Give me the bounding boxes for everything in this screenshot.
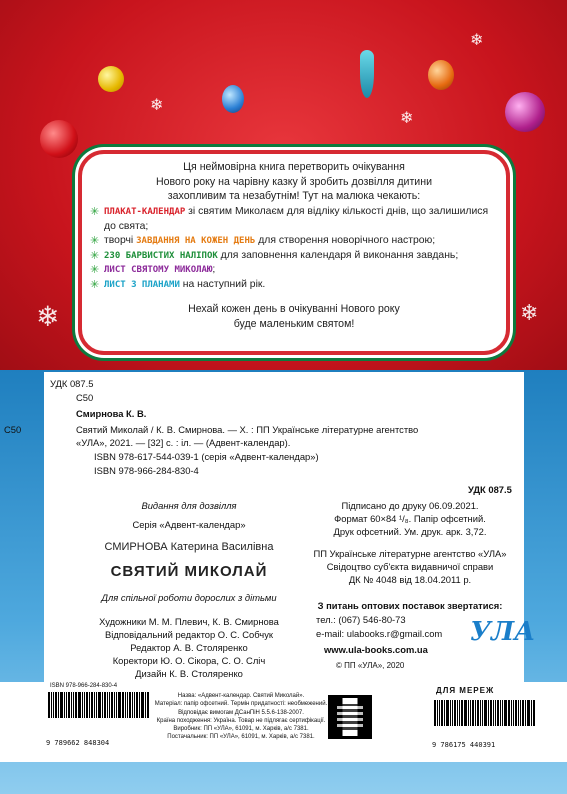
outro-line: Нехай кожен день в очікуванні Нового року: [188, 303, 400, 315]
barcode-bar: [53, 692, 54, 718]
signed-date: Підписано до друку 06.09.2021.: [341, 500, 479, 511]
book-title: СВЯТИЙ МИКОЛАЙ: [110, 563, 268, 580]
feature-highlight: ЛИСТ СВЯТОМУ МИКОЛАЮ: [104, 265, 213, 276]
barcode-bar: [500, 700, 501, 726]
product-info-line: Назва: «Адвент-календар. Святий Миколай».: [177, 693, 305, 699]
barcode-bar: [446, 700, 449, 726]
barcode-bar: [89, 692, 90, 718]
barcode-isbn-label: ISBN 978-966-284-830-4: [50, 683, 118, 689]
barcode-bar: [531, 700, 532, 726]
barcode-bar: [134, 692, 135, 718]
audience: Для спільної роботи дорослих з дітьми: [101, 592, 277, 603]
barcode-bar: [444, 700, 445, 726]
credit-line: Відповідальний редактор О. С. Собчук: [105, 629, 273, 640]
barcode-bar: [508, 700, 510, 726]
barcode-bar: [75, 692, 77, 718]
product-info-line: Матеріал: папір офсетний. Термін придатності: необмежений.: [154, 701, 328, 708]
credit-line: Коректори Ю. О. Сікора, С. О. Сліч: [112, 655, 266, 666]
barcode-bar: [515, 700, 517, 726]
barcode-bar: [527, 700, 530, 726]
feature-text: ;: [212, 264, 216, 276]
edition-series: Серія «Адвент-календар»: [132, 519, 246, 530]
barcode-bar: [96, 692, 97, 718]
outro-line: буде маленьким святом!: [233, 317, 355, 330]
barcode-bar: [482, 700, 483, 726]
barcode-bar: [78, 692, 81, 718]
feature-item: [90, 263, 496, 278]
barcode-bar: [66, 692, 67, 718]
description-outro: [96, 302, 492, 331]
snowflake-icon: ❄: [520, 300, 539, 325]
barcode-bar: [525, 700, 526, 726]
feature-item: [90, 205, 496, 234]
barcode-bar: [60, 692, 63, 718]
snowflake-icon: ❄: [470, 32, 484, 49]
barcode-bar: [511, 700, 512, 726]
c50-left-code: С50: [4, 424, 22, 435]
feature-text: для створення новорічного настрою;: [255, 235, 436, 247]
barcode-bar: [520, 700, 521, 726]
print-format: Формат 60×84 ¹/₈. Папір офсетний.: [334, 513, 486, 524]
feature-text: для заповнення календаря й виконання завдань;: [217, 249, 459, 261]
product-info-line: Постачальник: ПП «УЛА», 61091, м. Харків, а/с 7381.: [167, 734, 315, 741]
barcode-bar: [94, 692, 95, 718]
barcode-bar: [73, 692, 74, 718]
barcode-bar: [459, 700, 460, 726]
feature-item: [90, 278, 496, 293]
feature-highlight: ПЛАКАТ-КАЛЕНДАР: [104, 207, 186, 217]
barcode-bar: [472, 700, 474, 726]
barcode-right: [434, 700, 536, 726]
barcode-bar: [484, 700, 487, 726]
barcode-bar: [457, 700, 458, 726]
features-list: [90, 205, 496, 293]
barcode-bar: [84, 692, 85, 718]
feature-highlight: ЛИСТ З ПЛАНАМИ: [104, 279, 180, 290]
star-bullet-icon: ✳: [90, 249, 100, 262]
feature-highlight: 230 БАРВИСТИХ НАЛІПОК: [104, 250, 218, 261]
barcode-bar: [522, 700, 524, 726]
product-info-line: Країна походження: Україна. Товар не підлягає сертифікації.: [156, 717, 326, 724]
catalog-author: Смирнова К. В.: [76, 408, 147, 419]
barcode-bar: [71, 692, 72, 718]
barcode-bar: [114, 692, 115, 718]
barcode-bar: [490, 700, 492, 726]
feature-item: [90, 249, 496, 264]
barcode-bar: [504, 700, 507, 726]
feature-text: зі святим Миколаєм для відліку кількості днів, що залишилися до свята;: [104, 206, 489, 232]
barcode-bar: [450, 700, 451, 726]
teal-icicle-ornament-icon: [360, 50, 374, 98]
barcode-bar: [493, 700, 494, 726]
star-bullet-icon: ✳: [90, 264, 100, 277]
barcode-bar: [502, 700, 503, 726]
credit-line: Редактор А. В. Столяренко: [130, 642, 248, 653]
snowflake-icon: ❄: [150, 97, 164, 114]
barcode-bar: [513, 700, 514, 726]
product-info-line: Відповідає вимогам ДСанПіН 5.5.6-138-2007.: [178, 709, 304, 716]
barcode-bar: [434, 700, 436, 726]
wholesale-title: З питань оптових поставок звертатися:: [317, 600, 503, 611]
email[interactable]: e-mail: ulabooks.r@gmail.com: [316, 628, 443, 639]
barcode-bar: [122, 692, 124, 718]
print-type: Друк офсетний. Ум. друк. арк. 3,72.: [333, 526, 487, 537]
yellow-ornament-icon: [98, 66, 124, 92]
barcode-bar: [125, 692, 126, 718]
barcode-bar: [470, 700, 471, 726]
barcode-bar: [488, 700, 489, 726]
intro-line: Нового року на чарівну казку й зробить дозвілля дитини: [155, 175, 432, 188]
snowflake-icon: ❄: [400, 110, 414, 127]
description-box: [78, 150, 510, 355]
barcode-bar: [454, 700, 456, 726]
barcode-bar: [464, 700, 467, 726]
catalog-entry-line1: Святий Миколай / К. В. Смирнова. — Х. : ПП Українське літературне агентство: [76, 424, 419, 435]
barcode-bar: [82, 692, 83, 718]
barcode-bar: [129, 692, 131, 718]
barcode-bar: [91, 692, 93, 718]
feature-prefix: творчі: [104, 235, 137, 247]
barcode-bar: [98, 692, 101, 718]
snowflake-icon: ❄: [36, 301, 60, 332]
isbn-series: ISBN 978-617-544-039-1 (серія «Адвент-календар»): [94, 451, 319, 462]
description-intro: [96, 160, 492, 204]
copyright: © ПП «УЛА», 2020: [336, 661, 405, 670]
blue-ornament-icon: [222, 85, 244, 113]
orange-ornament-icon: [428, 60, 454, 90]
barcode-bar: [127, 692, 128, 718]
publisher-name: ПП Українське літературне агентство «УЛА»: [313, 548, 507, 559]
star-bullet-icon: ✳: [90, 278, 100, 291]
c50-code: С50: [76, 392, 94, 403]
barcode-left: [48, 692, 150, 718]
product-info-line: Виробник: ПП «УЛА», 61091, м. Харків, а/с 7381.: [173, 726, 309, 733]
barcode-bar: [107, 692, 108, 718]
barcode-bar: [468, 700, 469, 726]
barcode-bar: [145, 692, 146, 718]
publisher-cert: Свідоцтво суб'єкта видавничої справи: [326, 561, 494, 572]
barcode-bar: [51, 692, 52, 718]
barcode-bar: [497, 700, 499, 726]
barcode-bar: [116, 692, 117, 718]
udk-code: УДК 087.5: [50, 378, 94, 389]
catalog-entry-line2: «УЛА», 2021. — [32] с. : іл. — (Адвент-календар).: [76, 437, 291, 448]
barcode-bar: [147, 692, 149, 718]
barcode-bar: [495, 700, 496, 726]
barcode-left-digits: 9 789662 848304: [46, 739, 110, 747]
publisher-cert-no: ДК № 4048 від 18.04.2011 р.: [348, 574, 472, 585]
product-info: [150, 692, 332, 742]
barcode-bar: [518, 700, 519, 726]
isbn-book: ISBN 978-966-284-830-4: [94, 465, 199, 476]
barcode-bar: [441, 700, 443, 726]
feature-text: на наступний рік.: [179, 278, 266, 290]
barcode-bar: [480, 700, 481, 726]
qr-code-icon: [328, 695, 372, 739]
feature-item: [90, 234, 496, 249]
intro-line: Ця неймовірна книга перетворить очікування: [183, 161, 405, 173]
phone[interactable]: тел.: (067) 546-80-73: [316, 614, 406, 625]
edition-purpose: Видання для дозвілля: [141, 500, 237, 511]
udk-right: УДК 087.5: [468, 484, 512, 495]
barcode-bar: [102, 692, 103, 718]
red-ornament-icon: [40, 120, 78, 158]
barcode-bar: [109, 692, 110, 718]
barcode-bar: [55, 692, 57, 718]
barcode-bar: [104, 692, 106, 718]
credit-line: Дизайн К. В. Столяренко: [135, 668, 243, 679]
barcode-bar: [533, 700, 535, 726]
barcode-bar: [68, 692, 70, 718]
author-full-name: СМИРНОВА Катерина Василівна: [104, 541, 274, 553]
barcode-right-digits: 9 786175 440391: [432, 741, 496, 749]
intro-line: захопливим та незабутнім! Тут на малюка чекають:: [167, 190, 421, 202]
barcode-bar: [139, 692, 140, 718]
star-bullet-icon: ✳: [90, 235, 100, 248]
barcode-bar: [439, 700, 440, 726]
barcode-bar: [58, 692, 59, 718]
barcode-bar: [475, 700, 476, 726]
barcode-bar: [136, 692, 138, 718]
barcode-bar: [141, 692, 144, 718]
website-link[interactable]: www.ula-books.com.ua: [324, 644, 428, 655]
barcode-bar: [461, 700, 463, 726]
barcode-bar: [64, 692, 65, 718]
purple-ornament-icon: [505, 92, 545, 132]
star-bullet-icon: ✳: [90, 206, 100, 218]
barcode-bar: [452, 700, 453, 726]
barcode-bar: [111, 692, 113, 718]
barcode-bar: [132, 692, 133, 718]
barcode-bar: [437, 700, 438, 726]
feature-highlight: ЗАВДАННЯ НА КОЖЕН ДЕНЬ: [136, 236, 256, 247]
barcode-bar: [118, 692, 121, 718]
barcode-bar: [477, 700, 479, 726]
barcode-bar: [86, 692, 88, 718]
credit-line: Художники М. М. Плевич, К. В. Смирнова: [99, 616, 279, 627]
for-networks-label: ДЛЯ МЕРЕЖ: [436, 686, 495, 695]
barcode-bar: [48, 692, 50, 718]
ula-logo: УЛА: [470, 617, 536, 647]
